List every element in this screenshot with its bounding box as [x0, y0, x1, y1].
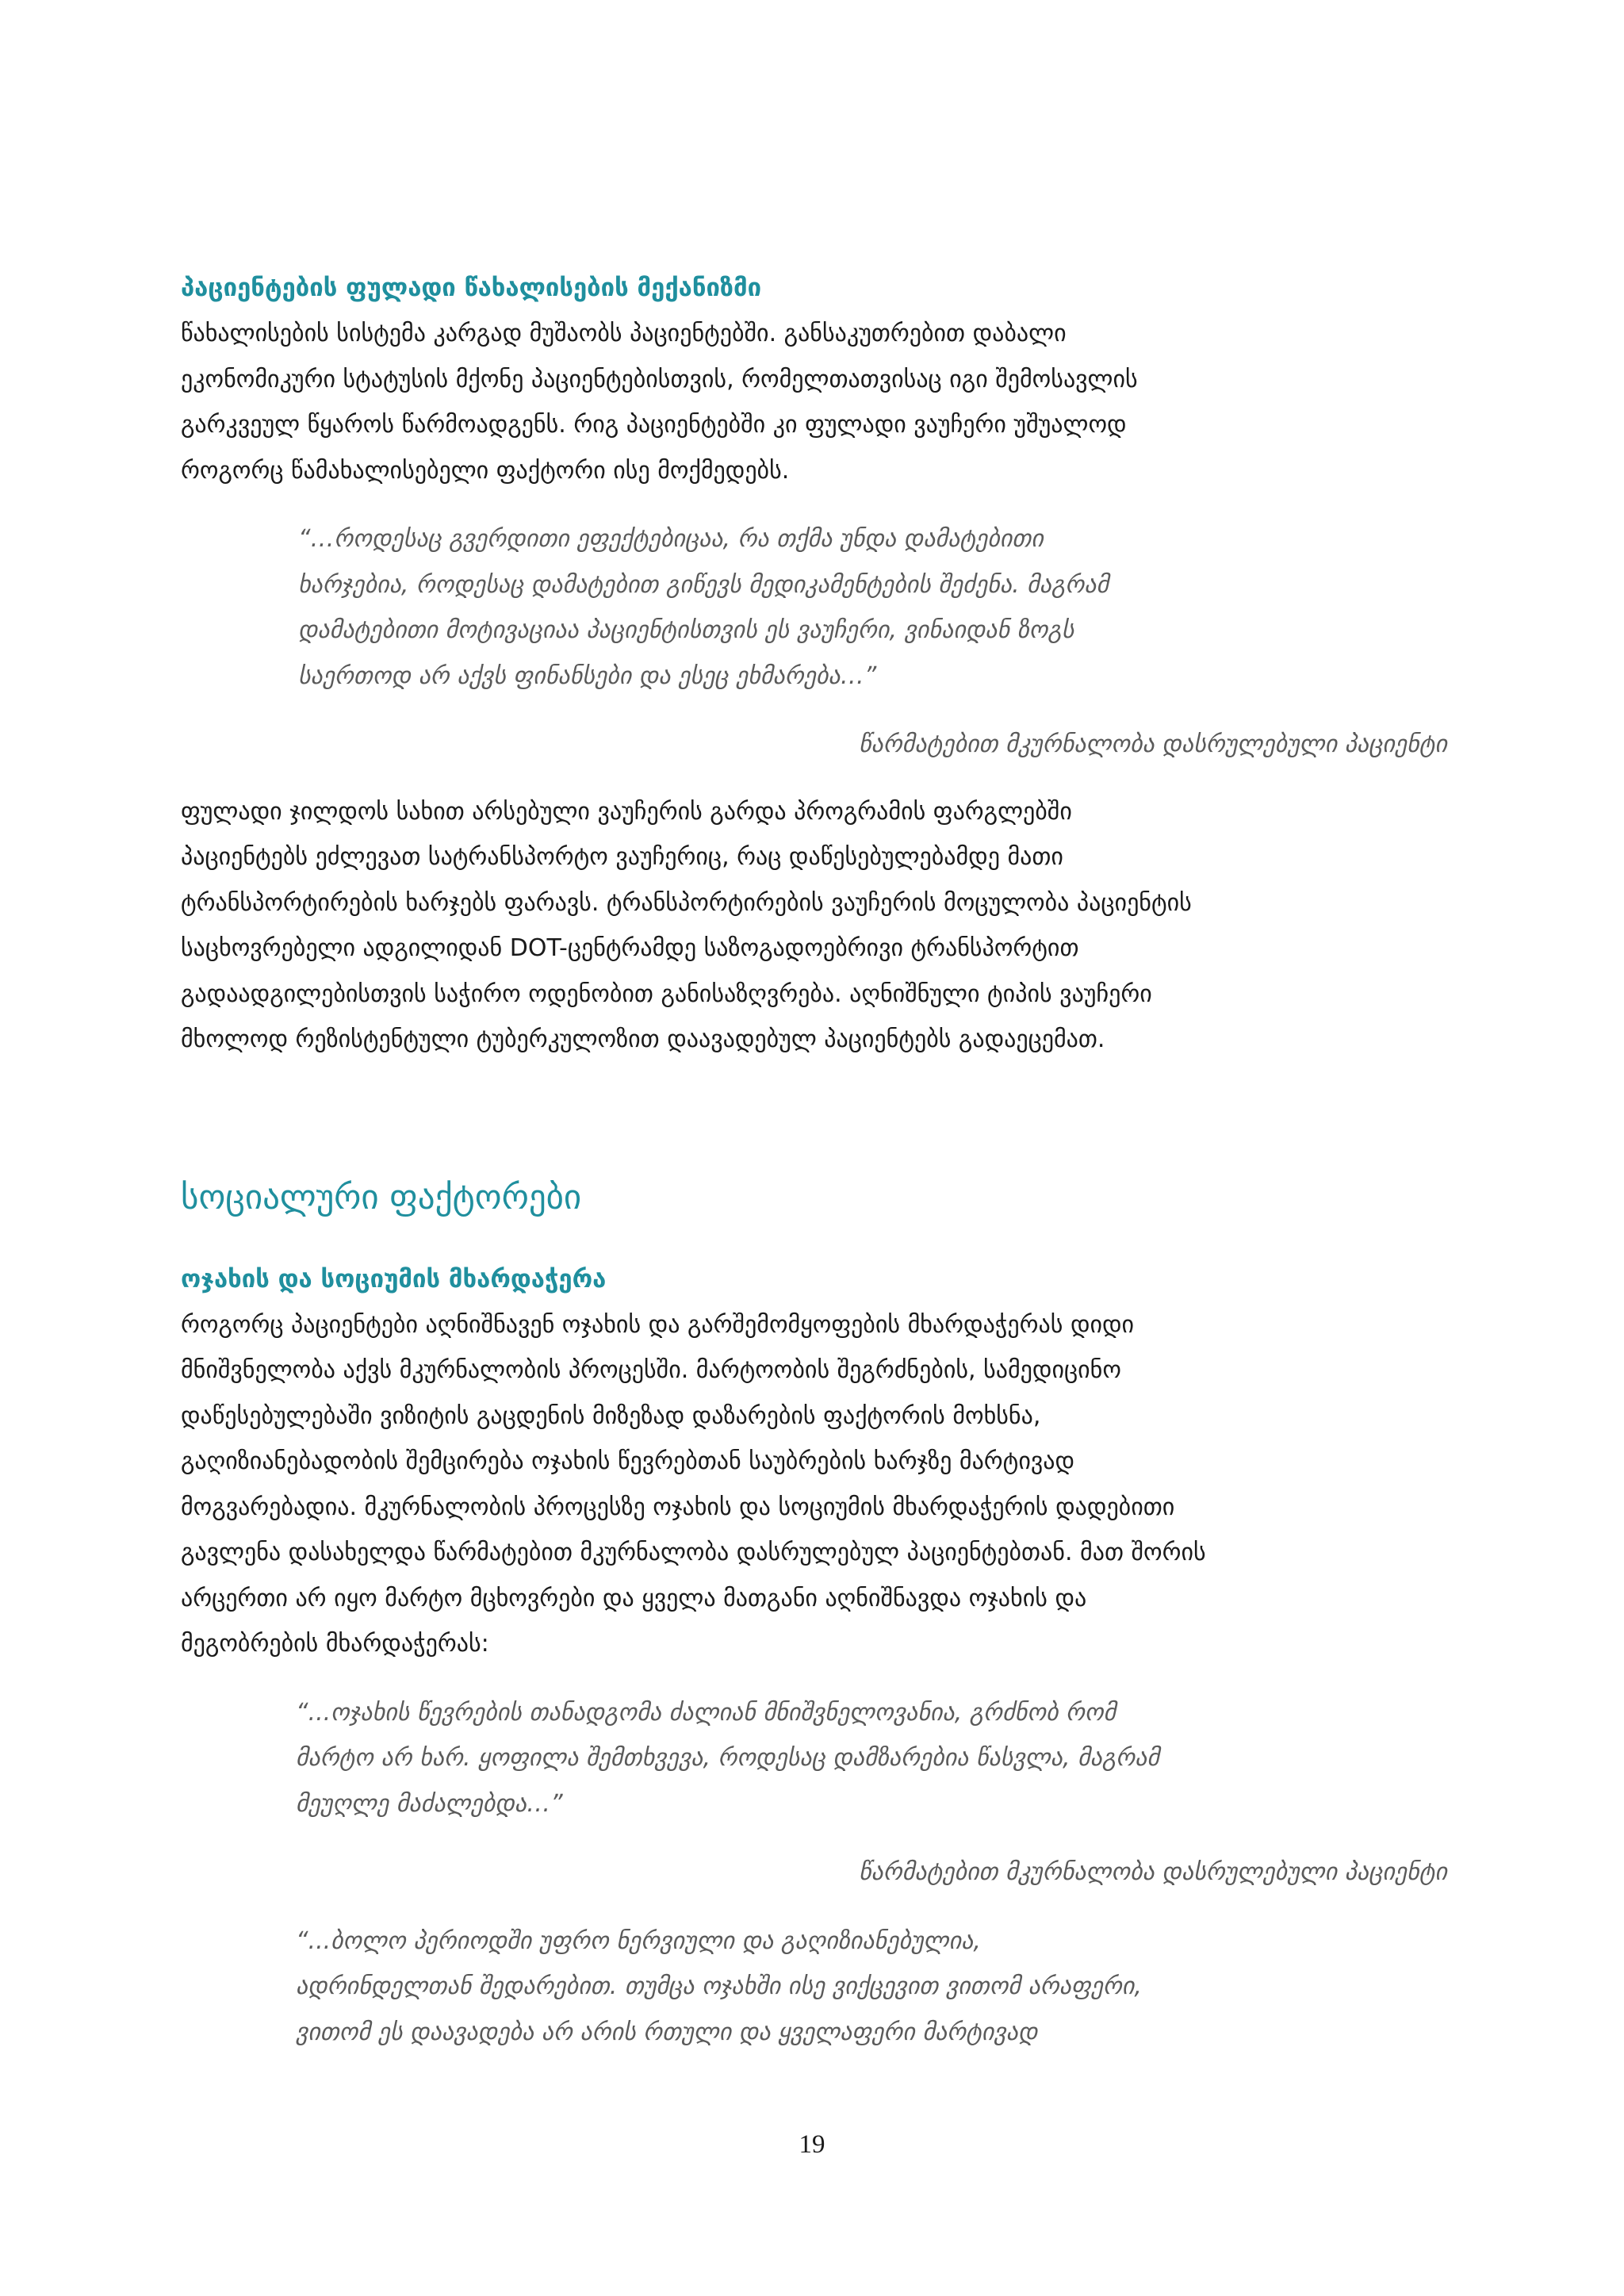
section-title-social-factors: სოციალური ფაქტორები: [181, 1177, 582, 1217]
paragraph-line: მხოლოდ რეზისტენტული ტუბერკულოზით დაავადებულ პაციენტებს გადაეცემათ.: [181, 1025, 1105, 1053]
paragraph-line: გაღიზიანებადობის შემცირება ოჯახის წევრებთან საუბრების ხარჯზე მარტივად: [181, 1447, 1074, 1475]
paragraph-transport-voucher: [181, 789, 1450, 1063]
quote-block: [181, 1690, 1450, 1827]
paragraph-line: ტრანსპორტირების ხარჯებს ფარავს. ტრანსპორტირების ვაუჩერის მოცულობა პაციენტის: [181, 888, 1192, 917]
paragraph-line: ფულადი ჯილდოს სახით არსებული ვაუჩერის გარდა პროგრამის ფარგლებში: [181, 797, 1072, 826]
paragraph-line: მნიშვნელობა აქვს მკურნალობის პროცესში. მარტოობის შეგრძნების, სამედიცინო: [181, 1356, 1121, 1384]
paragraph-line: ეკონომიკური სტატუსის მქონე პაციენტებისთვის, რომელთათვისაც იგი შემოსავლის: [181, 365, 1138, 393]
paragraph-line: პაციენტებს ეძლევათ სატრანსპორტო ვაუჩერიც, რაც დაწესებულებამდე მათი: [181, 843, 1063, 871]
paragraph-incentives: [181, 311, 1450, 493]
section-heading-financial-incentives: პაციენტების ფულადი წახალისების მექანიზმი: [181, 274, 762, 302]
quote-attribution: წარმატებით მკურნალობა დასრულებული პაციენტი: [859, 730, 1447, 758]
paragraph-line: გავლენა დასახელდა წარმატებით მკურნალობა დასრულებულ პაციენტებთან. მათ შორის: [181, 1539, 1206, 1566]
quote-line: მარტო არ ხარ. ყოფილა შემთხვევა, როდესაც დამზარებია წასვლა, მაგრამ: [296, 1744, 1160, 1772]
quote-line: დამატებითი მოტივაციაა პაციენტისთვის ეს ვაუჩერი, ვინაიდან ზოგს: [298, 616, 1074, 644]
paragraph-line: როგორც წამახალისებელი ფაქტორი ისე მოქმედებს.: [181, 456, 790, 485]
page-number: 19: [799, 2130, 825, 2159]
paragraph-line: როგორც პაციენტები აღნიშნავენ ოჯახის და გარშემომყოფების მხარდაჭერას დიდი: [181, 1310, 1135, 1339]
paragraph-family-support: [181, 1302, 1450, 1667]
paragraph-line: წახალისების სისტემა კარგად მუშაობს პაციენტებში. განსაკუთრებით დაბალი: [181, 320, 1067, 347]
paragraph-line: დაწესებულებაში ვიზიტის გაცდენის მიზეზად დაზარების ფაქტორის მოხსნა,: [181, 1401, 1041, 1430]
quote-line: “…როდესაც გვერდითი ეფექტებიცაა, რა თქმა უნდა დამატებითი: [298, 525, 1044, 553]
paragraph-line: მოგვარებადია. მკურნალობის პროცესზე ოჯახის და სოციუმის მხარდაჭერის დადებითი: [181, 1493, 1175, 1521]
paragraph-line: გარკვეულ წყაროს წარმოადგენს. რიგ პაციენტებში კი ფულადი ვაუჩერი უშუალოდ: [181, 411, 1127, 439]
quote-attribution: წარმატებით მკურნალობა დასრულებული პაციენტი: [859, 1858, 1447, 1886]
paragraph-line: გადაადგილებისთვის საჭირო ოდენობით განისაზღვრება. აღნიშნული ტიპის ვაუჩერი: [181, 979, 1152, 1008]
quote-line: მეუღლე მაძალებდა…”: [296, 1789, 563, 1818]
quote-line: “...ბოლო პერიოდში უფრო ნერვიული და გაღიზიანებულია,: [296, 1926, 981, 1955]
quote-block: [181, 516, 1450, 699]
page-content: [181, 268, 1450, 2055]
quote-line: “...ოჯახის წევრების თანადგომა ძალიან მნიშვნელოვანია, გრძნობ რომ: [296, 1698, 1116, 1727]
paragraph-line: საცხოვრებელი ადგილიდან DOT-ცენტრამდე საზოგადოებრივი ტრანსპორტით: [181, 934, 1079, 962]
quote-line: ადრინდელთან შედარებით. თუმცა ოჯახში ისე ვიქცევით ვითომ არაფერი,: [296, 1972, 1142, 2000]
quote-line: ხარჯებია, როდესაც დამატებით გიწევს მედიკამენტების შეძენა. მაგრამ: [298, 570, 1109, 599]
paragraph-line: მეგობრების მხარდაჭერას:: [181, 1630, 489, 1658]
quote-block: [181, 1918, 1450, 2056]
quote-line: ვითომ ეს დაავადება არ არის რთული და ყველაფერი მარტივად: [296, 2018, 1038, 2046]
quote-line: საერთოდ არ აქვს ფინანსები და ესეც ეხმარება…”: [298, 661, 877, 690]
paragraph-line: არცერთი არ იყო მარტო მცხოვრები და ყველა მათგანი აღნიშნავდა ოჯახის და: [181, 1584, 1087, 1612]
section-heading-family-support: ოჯახის და სოციუმის მხარდაჭერა: [181, 1264, 607, 1294]
